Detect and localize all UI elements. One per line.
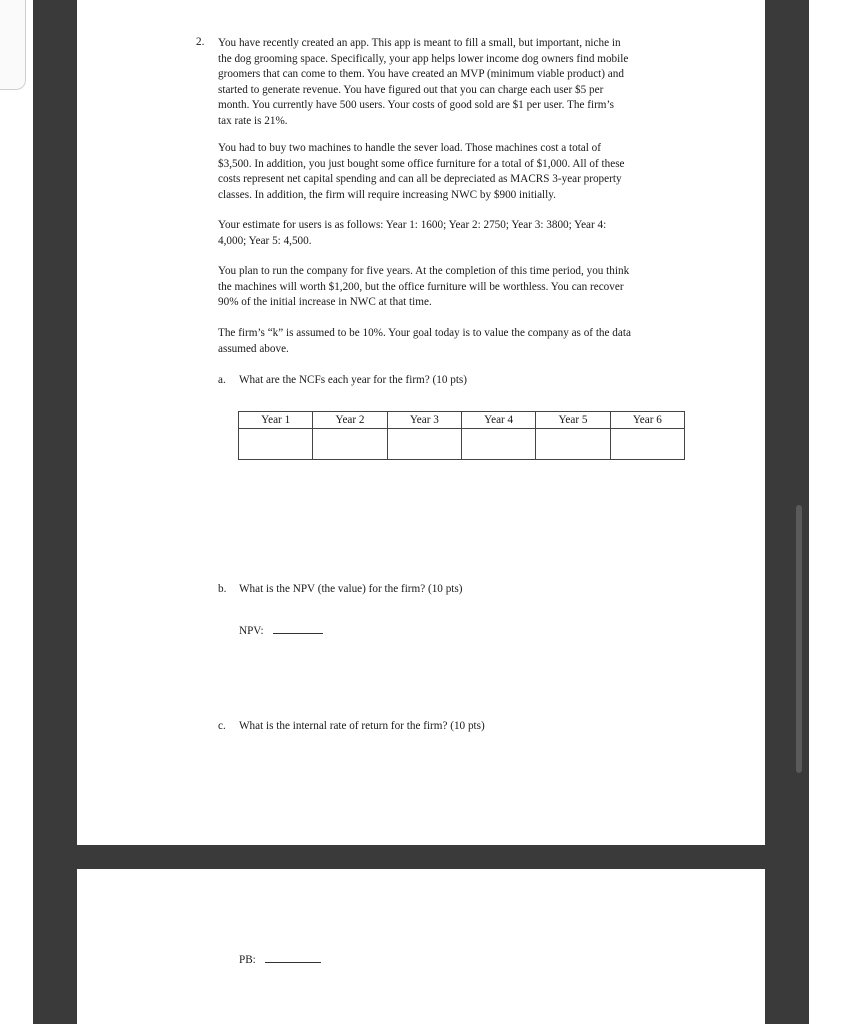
- text-line: classes. In addition, the firm will require increasing NWC by $900 initially.: [218, 188, 556, 201]
- part-a-question: What are the NCFs each year for the firm? (10 pts): [239, 374, 468, 386]
- table-header-year-2: Year 2: [313, 412, 387, 429]
- table-header-row: [239, 412, 685, 429]
- text-line: the dog grooming space. Specifically, your app helps lower income dog owners find mobile: [218, 52, 629, 65]
- text-line: 90% of the initial increase in NWC at that time.: [218, 296, 432, 308]
- text-line: tax rate is 21%.: [218, 114, 288, 127]
- part-a-letter: a.: [218, 374, 226, 386]
- table-header-year-4: Year 4: [461, 412, 535, 429]
- table-header-year-3: Year 3: [387, 412, 461, 429]
- text-line: $3,500. In addition, you just bought some office furniture for a total of $1,000. All of these: [218, 157, 625, 170]
- text-line: 4,000; Year 5: 4,500.: [218, 234, 312, 247]
- part-c-question: What is the internal rate of return for the firm? (10 pts): [239, 720, 485, 732]
- table-cell[interactable]: [387, 429, 461, 460]
- question-number: 2.: [196, 36, 205, 48]
- table-cell[interactable]: [610, 429, 684, 460]
- text-line: Your estimate for users is as follows: Year 1: 1600; Year 2: 2750; Year 3: 3800; Year 4:: [218, 219, 607, 231]
- table-cell[interactable]: [313, 429, 387, 460]
- text-line: You have recently created an app. This app is meant to fill a small, but important, niche in: [218, 37, 621, 49]
- text-line: month. You currently have 500 users. Your costs of good sold are $1 per user. The firm’s: [218, 99, 614, 111]
- table-header-year-6: Year 6: [610, 412, 684, 429]
- part-b-question: What is the NPV (the value) for the firm? (10 pts): [239, 583, 463, 595]
- part-c-letter: c.: [218, 720, 226, 732]
- plan-paragraph: [218, 264, 688, 311]
- k-paragraph: [218, 326, 688, 357]
- text-line: You had to buy two machines to handle the sever load. Those machines cost a total of: [218, 142, 601, 154]
- text-line: started to generate revenue. You have figured out that you can charge each user $5 per: [218, 83, 604, 96]
- text-line: The firm’s “k” is assumed to be 10%. Your goal today is to value the company as of the data: [218, 327, 631, 339]
- npv-label: NPV:: [239, 625, 264, 637]
- intro-paragraph: [218, 36, 688, 129]
- table-header-year-5: Year 5: [536, 412, 610, 429]
- table-cell[interactable]: [536, 429, 610, 460]
- npv-answer-blank[interactable]: [273, 623, 323, 634]
- text-line: You plan to run the company for five years. At the completion of this time period, you think: [218, 265, 630, 277]
- pb-answer-blank[interactable]: [265, 952, 321, 963]
- table-header-year-1: Year 1: [239, 412, 313, 429]
- ncf-table: [238, 411, 685, 460]
- document-page-2: [77, 869, 765, 1024]
- table-cell[interactable]: [461, 429, 535, 460]
- pb-label: PB:: [239, 954, 256, 966]
- npv-answer: [239, 623, 323, 637]
- table-row: [239, 429, 685, 460]
- scrollbar-thumb[interactable]: [796, 505, 802, 773]
- side-panel-tab[interactable]: [0, 0, 26, 90]
- text-line: costs represent net capital spending and can all be depreciated as MACRS 3-year property: [218, 173, 622, 185]
- table-cell[interactable]: [239, 429, 313, 460]
- part-b-letter: b.: [218, 583, 227, 595]
- pb-answer: [239, 952, 321, 966]
- users-paragraph: [218, 218, 688, 249]
- text-line: groomers that can come to them. You have created an MVP (minimum viable product) and: [218, 68, 624, 80]
- text-line: assumed above.: [218, 342, 289, 355]
- text-line: the machines will worth $1,200, but the office furniture will be worthless. You can recover: [218, 280, 624, 293]
- machines-paragraph: [218, 141, 688, 203]
